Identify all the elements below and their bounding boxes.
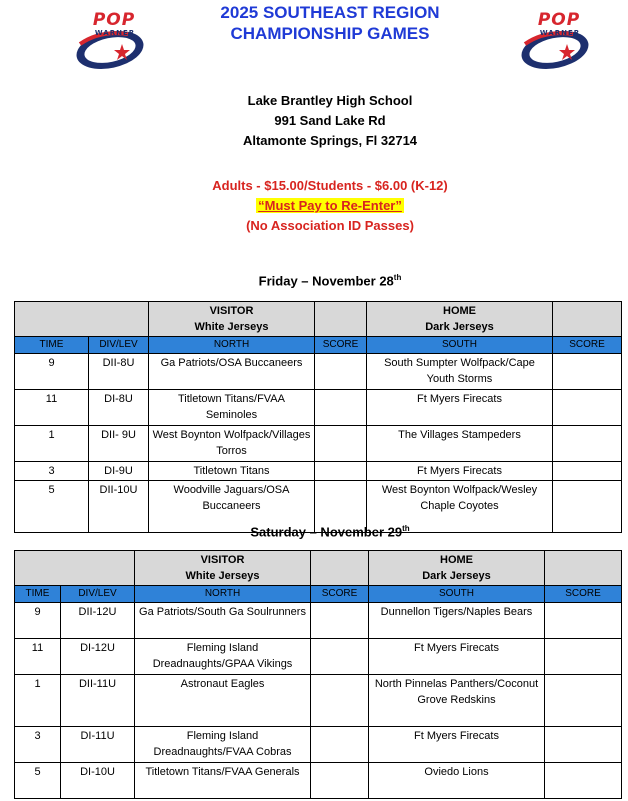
col-north: NORTH [135,586,311,603]
venue-city: Altamonte Springs, Fl 32714 [242,133,418,148]
table-column-header [15,586,622,603]
visitor-header: VISITOR White Jerseys [149,302,315,337]
table-group-header [15,551,622,586]
col-time: TIME [15,337,89,354]
venue-name: Lake Brantley High School [247,93,413,108]
admission-prices: Adults - $15.00/Students - $6.00 (K-12) [212,178,448,193]
table-row: 11 DI-8U Titletown Titans/FVAA Seminoles Ft Myers Firecats [15,390,622,426]
friday-heading [120,273,540,288]
saturday-heading [120,524,540,539]
logo-sub: WARNER [539,29,581,37]
table-column-header [15,337,622,354]
venue-address [160,91,500,151]
col-score: SCORE [553,337,622,354]
col-north: NORTH [149,337,315,354]
table-row: 3 DI-11U Fleming Island Dreadnaughts/FVAA Cobras Ft Myers Firecats [15,727,622,763]
pop-warner-logo-right [515,8,595,74]
saturday-suffix: th [402,524,410,533]
saturday-schedule-table [14,550,622,799]
friday-schedule-table [14,301,622,533]
admission-info [160,176,500,236]
page-title [160,2,500,44]
table-group-header [15,302,622,337]
visitor-header: VISITOR White Jerseys [135,551,311,586]
table-row: 9 DII-8U Ga Patriots/OSA Buccaneers South Sumpter Wolfpack/Cape Youth Storms [15,354,622,390]
table-row: 5 DI-10U Titletown Titans/FVAA Generals Oviedo Lions [15,763,622,799]
table-row: 1 DII-11U Astronaut Eagles North Pinnelas Panthers/Coconut Grove Redskins [15,675,622,727]
table-row: 9 DII-12U Ga Patriots/South Ga Soulrunners Dunnellon Tigers/Naples Bears [15,603,622,639]
pop-warner-logo-left [70,8,150,74]
col-score: SCORE [545,586,622,603]
col-south: SOUTH [367,337,553,354]
friday-day: Friday – November 28 [258,273,394,289]
logo-text: POP [92,10,136,30]
pass-notice: (No Association ID Passes) [246,218,414,233]
logo-text: POP [537,10,581,30]
col-score: SCORE [315,337,367,354]
table-row: 11 DI-12U Fleming Island Dreadnaughts/GPAA Vikings Ft Myers Firecats [15,639,622,675]
table-row: 1 DII- 9U West Boynton Wolfpack/Villages Torros The Villages Stampeders [15,426,622,462]
table-row: 5 DII-10U Woodville Jaguars/OSA Buccaneers West Boynton Wolfpack/Wesley Chaple Coyotes [15,481,622,533]
col-time: TIME [15,586,61,603]
home-header: HOME Dark Jerseys [367,302,553,337]
title-line-2: CHAMPIONSHIP GAMES [230,24,430,43]
table-row: 3 DI-9U Titletown Titans Ft Myers Firecats [15,462,622,481]
col-south: SOUTH [369,586,545,603]
venue-street: 991 Sand Lake Rd [274,113,386,128]
home-header: HOME Dark Jerseys [369,551,545,586]
saturday-day: Saturday – November 29 [250,524,403,540]
friday-suffix: th [393,273,402,282]
reentry-notice: “Must Pay to Re-Enter” [258,198,402,213]
col-div: DIV/LEV [61,586,135,603]
logo-sub: WARNER [94,29,136,37]
col-score: SCORE [311,586,369,603]
title-line-1: 2025 SOUTHEAST REGION [220,3,440,22]
col-div: DIV/LEV [89,337,149,354]
